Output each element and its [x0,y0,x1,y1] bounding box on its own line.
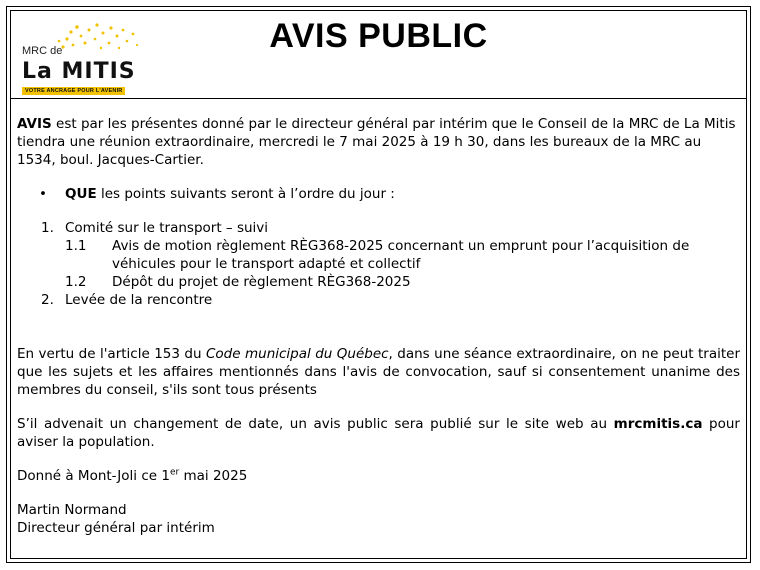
notice-header [11,11,746,99]
agenda-subitem-text: Dépôt du projet de règlement RÈG368-2025 [112,274,411,290]
bullet-text: les points suivants seront à l’ordre du jour : [96,186,395,202]
agenda-item [17,291,740,309]
agenda-subitem-number: 1.2 [65,274,87,290]
agenda-item-text: Comité sur le transport – suivi [65,220,269,236]
change-text-before: S’il advenait un changement de date, un avis public sera publié sur le site web au [17,416,614,432]
agenda-subitem [17,273,740,291]
article-text-after: , dans une séance extraordinaire, on ne peut traiter que les sujets et les affaires mentionnés dans l'avis de convocation, sauf si consentement unanime des membres du conseil, s'ils sont tous présents [17,346,740,398]
notice-inner-frame [10,10,747,559]
website-link[interactable]: mrcmitis.ca [613,416,703,432]
signatory-name: Martin Normand [17,502,127,518]
article-code-title: Code municipal du Québec [205,346,389,362]
agenda-subitem [17,237,740,273]
logo-tagline: VOTRE ANCRAGE POUR L'AVENIR [22,87,125,95]
bullet-lead: QUE [65,186,97,202]
agenda-item-number: 2. [41,292,54,308]
page-title: AVIS PUBLIC [269,17,488,55]
signatory-role: Directeur général par intérim [17,520,215,536]
signed-text-before: Donné à Mont-Joli ce 1 [17,468,170,484]
agenda-intro-bullet [17,185,740,203]
bullet-marker: • [39,186,47,202]
intro-text: est par les présentes donné par le directeur général par intérim que le Conseil de la MRC de La Mitis tiendra une réunion extraordinaire, mercredi le 7 mai 2025 à 19 h 30, dans les bureaux de la MRC au 1534, boul. Jacques-Cartier. [17,116,736,168]
change-paragraph [17,415,740,451]
intro-lead: AVIS [17,116,52,132]
agenda-subitem-text: Avis de motion règlement RÈG368-2025 concernant un emprunt pour l’acquisition de véhicules pour le transport adapté et collectif [112,238,690,272]
change-text-after: pour aviser la population. [17,416,740,450]
article-paragraph [17,345,740,399]
agenda-item-text: Levée de la rencontre [65,292,213,308]
notice-body [17,115,740,537]
notice-frame [6,6,751,563]
signed-line [17,467,740,485]
signed-text-after: mai 2025 [179,468,248,484]
agenda-subitem-number: 1.1 [65,238,87,254]
agenda-item-number: 1. [41,220,54,236]
signed-superscript: er [169,467,180,478]
logo-mrc-de: MRC de [22,45,63,57]
article-text-before: En vertu de l'article 153 du [17,346,206,362]
logo-la-mitis: La MITIS [22,59,136,84]
agenda-item [17,219,740,237]
intro-paragraph [17,115,740,169]
